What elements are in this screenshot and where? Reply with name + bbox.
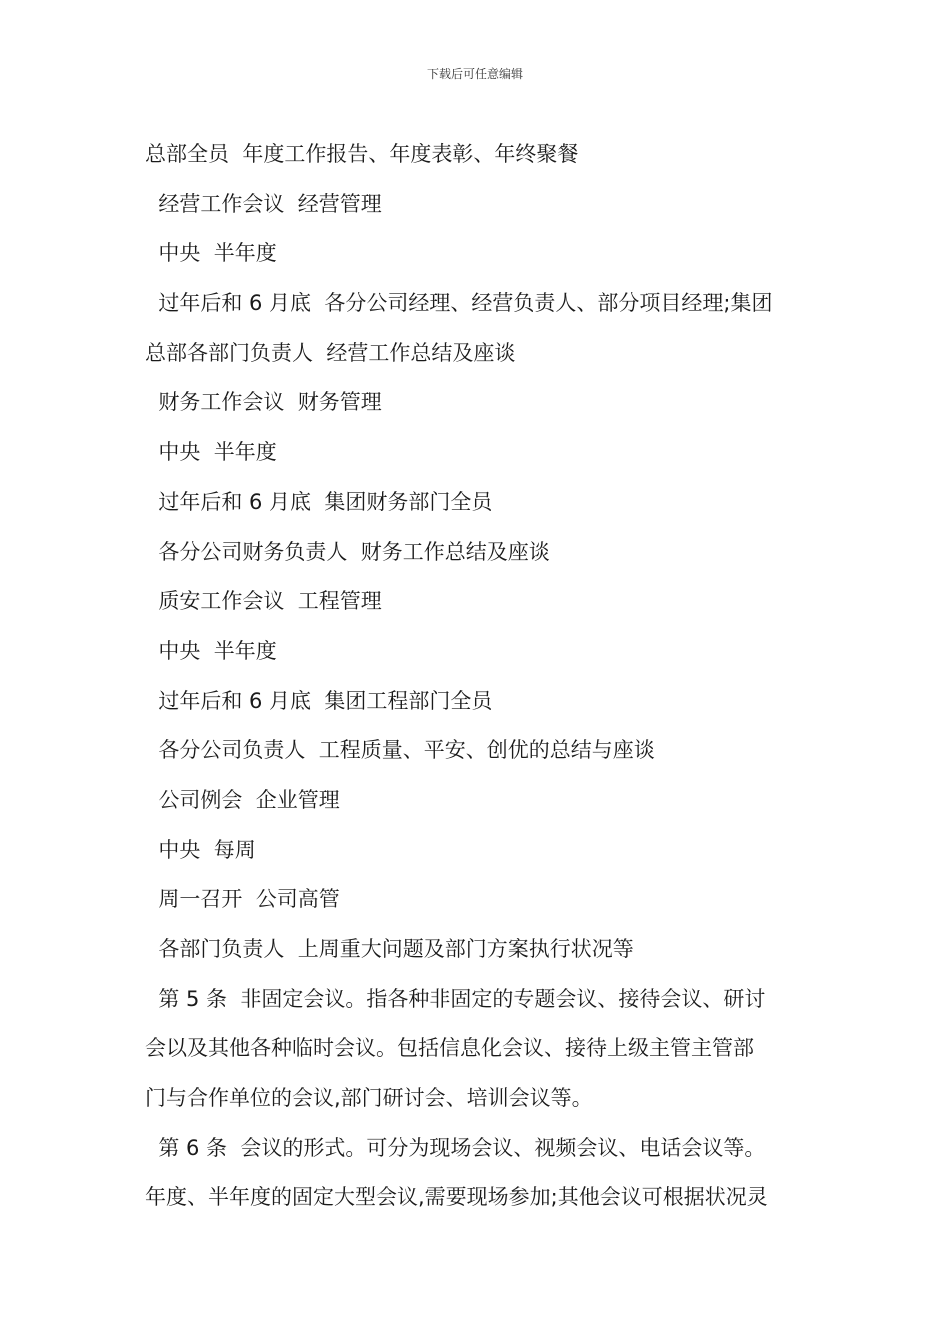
text-line: 公司例会 企业管理: [145, 787, 340, 812]
page-header: 下载后可任意编辑: [426, 67, 523, 81]
text-line: 门与合作单位的会议,部门研讨会、培训会议等。: [145, 1086, 593, 1111]
text-line: 财务工作会议 财务管理: [145, 390, 382, 415]
text-line: 中央 每周: [145, 837, 256, 862]
text-line: 中央 半年度: [145, 440, 277, 465]
text-line: 中央 半年度: [145, 241, 277, 266]
text-line: 经营工作会议 经营管理: [145, 191, 382, 216]
text-line: 总部各部门负责人 经营工作总结及座谈: [145, 340, 516, 365]
text-line: 过年后和 6 月底 各分公司经理、经营负责人、部分项目经理;集团: [145, 291, 773, 316]
text-line: 总部全员 年度工作报告、年度表彰、年终聚餐: [145, 142, 579, 166]
text-line: 会以及其他各种临时会议。包括信息化会议、接待上级主管主管部: [145, 1036, 754, 1061]
text-line: 各分公司负责人 工程质量、平安、创优的总结与座谈: [145, 738, 655, 763]
text-line: 过年后和 6 月底 集团财务部门全员: [145, 489, 493, 514]
text-line: 中央 半年度: [145, 638, 277, 663]
text-line: 过年后和 6 月底 集团工程部门全员: [145, 688, 493, 713]
text-line: 第 5 条 非固定会议。指各种非固定的专题会议、接待会议、研讨: [145, 986, 766, 1011]
text-line: 第 6 条 会议的形式。可分为现场会议、视频会议、电话会议等。: [145, 1135, 766, 1160]
text-line: 各分公司财务负责人 财务工作总结及座谈: [145, 539, 550, 564]
document-body: [145, 130, 815, 1223]
text-line: 各部门负责人 上周重大问题及部门方案执行状况等: [145, 937, 634, 961]
text-line: 质安工作会议 工程管理: [145, 589, 382, 614]
text-line: 周一召开 公司高管: [145, 887, 340, 912]
text-line: 年度、半年度的固定大型会议,需要现场参加;其他会议可根据状况灵: [145, 1185, 768, 1210]
